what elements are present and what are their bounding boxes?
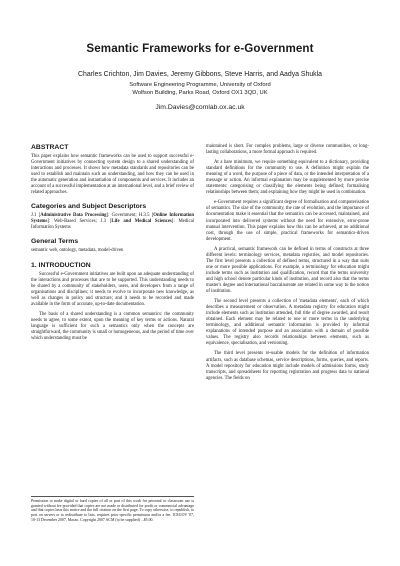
right-column bbox=[206, 144, 369, 382]
body-paragraph-5: The second level presents a collection of 'metadata elements', each of which describes a measurement or observation. A metadata registry for education might include elements such as institution attended, full title of degree awarded, and result obtained. Each element may be related to one or more terms in the underlying terminology, and additional semantic information is provided by informal explanations of intended purpose and an association with a domain of possible values. The registry also records relationships between elements, such as equivalence, specialisation, and versioning. bbox=[206, 299, 369, 347]
body-paragraph-4: A practical, semantic framework can be defined in terms of constructs at three different levels: terminology services, metadata registries, and model repositories. The first level presents a collection of defined terms, structured in a way that suits one or more possible applications. For example, a terminology for education might include terms such as institution and qualification, record that the terms university and high school denote particular kinds of institution, and record also that the terms master's degree and international baccalaureate are related in some way to the notion of institution. bbox=[206, 246, 369, 295]
category-2-suffix: ]: Web-Based Services; J.3 [ bbox=[47, 219, 112, 225]
category-1-name: Administrative Data Processing bbox=[40, 213, 107, 219]
categories-heading: Categories and Subject Descriptors bbox=[31, 203, 147, 211]
general-terms-heading: General Terms bbox=[31, 238, 79, 246]
author-email: Jim.Davies@comlab.ox.ac.uk bbox=[155, 104, 245, 111]
category-1-suffix: ]: Government; bbox=[106, 213, 137, 219]
category-2-name: Online Information Systems bbox=[31, 213, 195, 225]
left-column bbox=[31, 144, 194, 342]
introduction-heading: 1. INTRODUCTION bbox=[31, 261, 91, 269]
category-3-name: Life and Medical Sciences bbox=[111, 219, 172, 225]
paper-authors: Charles Crichton, Jim Davies, Jeremy Gibbons, Steve Harris, and Aadya Shukla bbox=[78, 71, 322, 78]
categories-text bbox=[31, 213, 194, 231]
paper-title: Semantic Frameworks for e-Government bbox=[86, 42, 314, 55]
introduction-paragraph-2: The basis of a shared understanding is a common semantics: the community needs to agree, to some extent, upon the meaning of key terms or actions. Natural language is sufficient for such a semantics only when the concepts are straightforward, the community is small or homogeneous, and the period of time over which understanding must be bbox=[31, 311, 194, 341]
body-paragraph-6: The third level presents re-usable models for the definition of information artifacts, such as database schemas, service descriptions, forms, queries, and reports. A model repository for education might include models of admissions forms, study transcripts, and spreadsheets for reporting registration and progress data to national agencies. The fields on bbox=[206, 351, 369, 381]
copyright-text: Permission to make digital or hard copies of all or part of this work for personal or classroom use is granted without fee provided that copies are not made or distributed for profit or commercial advantage and that copies bear this notice and the full citation on the first page. To copy otherwise, to republish, to post on servers or to redistribute to lists, requires prior specific permission and/or a fee. ICEGOV '07, 10-13 December 2007, Macao. Copyright 2007 ACM (to be supplied) ...$5.00. bbox=[31, 499, 194, 522]
affiliation-line-2: Wolfson Building, Parks Road, Oxford OX1 3QD, UK bbox=[132, 89, 268, 96]
general-terms-text: semantic web, ontology, metadata, model-driven bbox=[31, 248, 124, 254]
category-1-prefix: J.1 [ bbox=[31, 213, 41, 219]
body-paragraph-3: e-Government requires a significant degree of formalisation and computerisation of semantics. The size of the community, the rate of evolution, and the importance of documentation make it essential that the semantics can be accessed, maintained, and incorporated into delivered systems without the need for extensive, error-prone manual intervention. This paper explains how this can be achieved, at no additional cost, through the use of simple, practical frameworks for semantics-driven development. bbox=[206, 200, 369, 242]
copyright-notice bbox=[31, 496, 194, 523]
body-paragraph-1: maintained is short. For complex problems, large or diverse communities, or long-lasting collaborations, a more formal approach is required. bbox=[206, 144, 369, 156]
category-3-suffix: ]: Medical Information Systems bbox=[31, 219, 195, 231]
category-2-prefix: H.3.5 [ bbox=[138, 213, 154, 219]
body-paragraph-2: At a bare minimum, we require something equivalent to a dictionary, providing standard definitions for the community to use. A definition might explain the meaning of a word, the purpose of a piece of data, or the intended interpretation of a message or action. An informal explanation may be supplemented by more precise statements: categorising or classifying the elements being defined; formalising relationships between them; and explaining how they might be used in combination. bbox=[206, 160, 369, 196]
abstract-text: This paper explains how semantic frameworks can be used to support successful e-Government initiatives by connecting system design to a shared understanding of interactions and processes. It shows how metadata standards and repositories can be used to establish and maintain such an understanding, and how they can be used in the automatic generation and instantiation of components and services. It includes an account of a successful implementation at an international level, and a brief review of related approaches. bbox=[31, 154, 194, 196]
abstract-heading: ABSTRACT bbox=[31, 144, 69, 151]
introduction-paragraph-1: Successful e-Government initiatives are built upon an adequate understanding of the interactions and processes that are to be supported. This understanding needs to be shared by a community of stakeholders, users, and developers from a range of organisations and disciplines; it needs to evolve to incorporate new knowledge, as well as changes in policy and structure; and it needs to be recorded and made available in the form of accurate, up-to-date documentation. bbox=[31, 271, 194, 307]
affiliation-line-1: Software Engineering Programme, University of Oxford bbox=[129, 82, 271, 88]
